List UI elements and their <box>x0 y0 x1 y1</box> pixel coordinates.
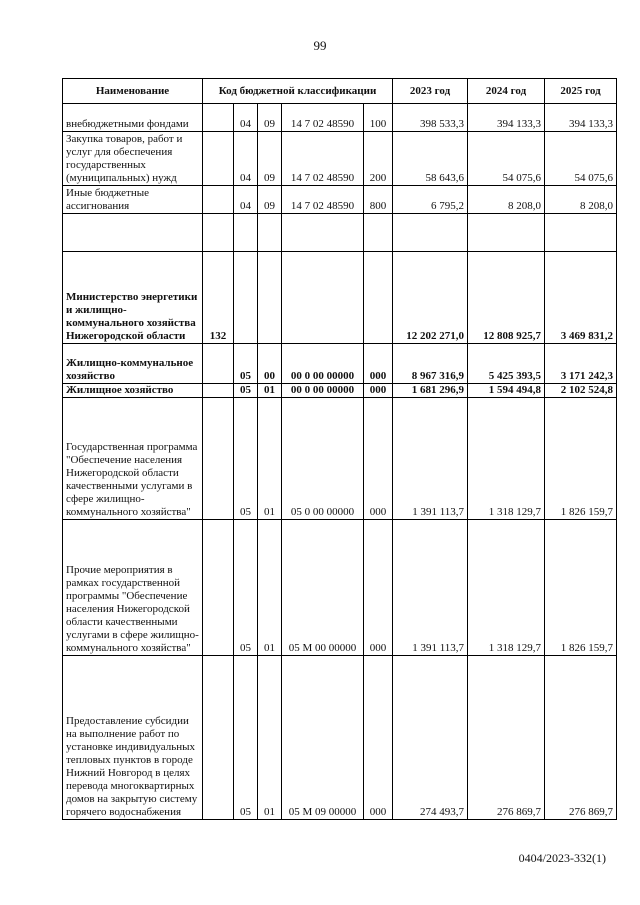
cell-2023 <box>393 214 468 252</box>
cell-subsection: 09 <box>258 104 282 132</box>
cell-2024: 276 869,7 <box>468 656 545 820</box>
cell-2025: 3 171 242,3 <box>545 344 617 384</box>
table-body <box>63 104 617 820</box>
cell-2025: 54 075,6 <box>545 132 617 186</box>
cell-grbs <box>203 398 234 520</box>
table-row <box>63 252 617 344</box>
cell-2024: 1 318 129,7 <box>468 398 545 520</box>
cell-2023: 274 493,7 <box>393 656 468 820</box>
cell-section <box>234 252 258 344</box>
page-number: 99 <box>313 38 327 53</box>
cell-section <box>234 214 258 252</box>
cell-2023: 8 967 316,9 <box>393 344 468 384</box>
table-row <box>63 132 617 186</box>
cell-section: 04 <box>234 104 258 132</box>
cell-section: 05 <box>234 384 258 398</box>
cell-name: Прочие мероприятия в рамках государственной программы "Обеспечение населения Нижегородской области качественными услугами в сфере жилищно-коммунального хозяйства" <box>63 520 203 656</box>
cell-target-article: 14 7 02 48590 <box>282 104 364 132</box>
cell-target-article: 00 0 00 00000 <box>282 384 364 398</box>
cell-name: Закупка товаров, работ и услуг для обеспечения государственных (муниципальных) нужд <box>63 132 203 186</box>
cell-subsection: 01 <box>258 398 282 520</box>
cell-grbs <box>203 214 234 252</box>
cell-2024: 394 133,3 <box>468 104 545 132</box>
cell-expense-type <box>364 252 393 344</box>
cell-grbs <box>203 104 234 132</box>
cell-expense-type: 000 <box>364 384 393 398</box>
cell-2023: 58 643,6 <box>393 132 468 186</box>
cell-2023: 6 795,2 <box>393 186 468 214</box>
cell-2023: 12 202 271,0 <box>393 252 468 344</box>
cell-2024: 1 594 494,8 <box>468 384 545 398</box>
table-row <box>63 186 617 214</box>
cell-name: Государственная программа "Обеспечение населения Нижегородской области качественными услугами в сфере жилищно-коммунального хозяйства" <box>63 398 203 520</box>
cell-2023: 1 391 113,7 <box>393 398 468 520</box>
cell-target-article: 05 М 09 00000 <box>282 656 364 820</box>
cell-2025: 394 133,3 <box>545 104 617 132</box>
cell-grbs <box>203 656 234 820</box>
cell-section: 04 <box>234 132 258 186</box>
header-2025: 2025 год <box>545 79 617 104</box>
cell-name <box>63 214 203 252</box>
cell-target-article: 05 М 00 00000 <box>282 520 364 656</box>
cell-2024: 1 318 129,7 <box>468 520 545 656</box>
table-row <box>63 104 617 132</box>
cell-expense-type: 000 <box>364 520 393 656</box>
cell-2023: 1 681 296,9 <box>393 384 468 398</box>
cell-target-article: 00 0 00 00000 <box>282 344 364 384</box>
cell-grbs: 132 <box>203 252 234 344</box>
cell-name: Министерство энергетики и жилищно-коммунального хозяйства Нижегородской области <box>63 252 203 344</box>
table-row <box>63 214 617 252</box>
cell-section: 04 <box>234 186 258 214</box>
cell-2025: 2 102 524,8 <box>545 384 617 398</box>
cell-2025: 3 469 831,2 <box>545 252 617 344</box>
cell-2025: 1 826 159,7 <box>545 398 617 520</box>
cell-subsection: 09 <box>258 132 282 186</box>
table-row <box>63 398 617 520</box>
cell-section: 05 <box>234 656 258 820</box>
cell-2024: 5 425 393,5 <box>468 344 545 384</box>
table-header-row <box>63 79 617 104</box>
cell-expense-type: 000 <box>364 656 393 820</box>
cell-target-article: 14 7 02 48590 <box>282 186 364 214</box>
cell-expense-type: 000 <box>364 344 393 384</box>
cell-target-article: 05 0 00 00000 <box>282 398 364 520</box>
cell-expense-type: 800 <box>364 186 393 214</box>
cell-2025: 8 208,0 <box>545 186 617 214</box>
cell-section: 05 <box>234 344 258 384</box>
cell-2025: 276 869,7 <box>545 656 617 820</box>
table-row <box>63 656 617 820</box>
cell-section: 05 <box>234 520 258 656</box>
cell-target-article <box>282 214 364 252</box>
table-row <box>63 520 617 656</box>
cell-subsection: 01 <box>258 384 282 398</box>
cell-2023: 1 391 113,7 <box>393 520 468 656</box>
cell-grbs <box>203 344 234 384</box>
cell-2025 <box>545 214 617 252</box>
cell-expense-type: 200 <box>364 132 393 186</box>
header-budget-code: Код бюджетной классификации <box>203 79 393 104</box>
cell-expense-type: 000 <box>364 398 393 520</box>
header-2024: 2024 год <box>468 79 545 104</box>
cell-name: Предоставление субсидии на выполнение работ по установке индивидуальных тепловых пунктов в городе Нижний Новгород в целях перевода многоквартирных домов на закрытую систему горячего водоснабжения <box>63 656 203 820</box>
cell-section: 05 <box>234 398 258 520</box>
cell-target-article <box>282 252 364 344</box>
header-2023: 2023 год <box>393 79 468 104</box>
cell-2024: 54 075,6 <box>468 132 545 186</box>
cell-subsection: 01 <box>258 656 282 820</box>
cell-subsection: 09 <box>258 186 282 214</box>
cell-expense-type <box>364 214 393 252</box>
table-row <box>63 384 617 398</box>
cell-name: внебюджетными фондами <box>63 104 203 132</box>
cell-grbs <box>203 186 234 214</box>
cell-grbs <box>203 384 234 398</box>
cell-subsection <box>258 252 282 344</box>
cell-2023: 398 533,3 <box>393 104 468 132</box>
cell-name: Иные бюджетные ассигнования <box>63 186 203 214</box>
cell-expense-type: 100 <box>364 104 393 132</box>
cell-subsection <box>258 214 282 252</box>
cell-2025: 1 826 159,7 <box>545 520 617 656</box>
cell-subsection: 01 <box>258 520 282 656</box>
cell-2024 <box>468 214 545 252</box>
cell-2024: 12 808 925,7 <box>468 252 545 344</box>
cell-name: Жилищно-коммунальное хозяйство <box>63 344 203 384</box>
document-code: 0404/2023-332(1) <box>518 851 606 865</box>
budget-table <box>62 78 617 820</box>
cell-grbs <box>203 132 234 186</box>
cell-2024: 8 208,0 <box>468 186 545 214</box>
cell-subsection: 00 <box>258 344 282 384</box>
cell-name: Жилищное хозяйство <box>63 384 203 398</box>
table-row <box>63 344 617 384</box>
cell-grbs <box>203 520 234 656</box>
header-name: Наименование <box>63 79 203 104</box>
cell-target-article: 14 7 02 48590 <box>282 132 364 186</box>
